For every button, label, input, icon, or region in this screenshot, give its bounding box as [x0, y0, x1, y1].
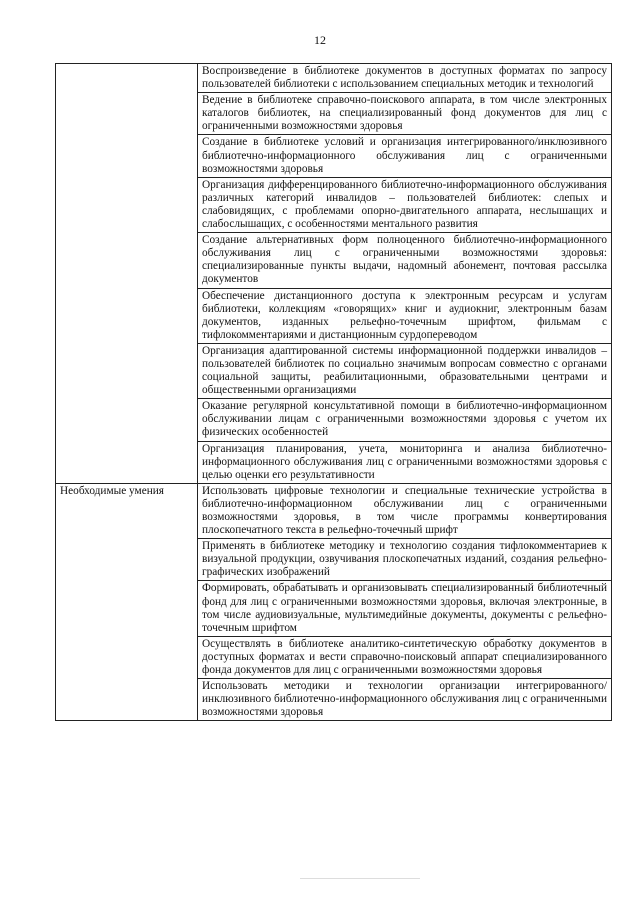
table-cell-text: Использовать методики и технологии организации интегрированного/инклюзивного библиотечно-информационного обслуживания лиц с ограниченными возможностями здоровья — [198, 679, 612, 721]
table-cell-text: Организация планирования, учета, мониторинга и анализа библиотечно-информационного обслуживания лиц с ограниченными возможностями здоровья с целью оценки его результативности — [198, 441, 612, 483]
table-cell-text: Создание в библиотеке условий и организация интегрированного/инклюзивного библиотечно-информационного обслуживания лиц с ограниченными возможностями здоровья — [198, 135, 612, 177]
table-cell-text: Обеспечение дистанционного доступа к электронным ресурсам и услугам библиотеки, коллекциям «говорящих» книг и аудиокниг, электронным базам документов, изданных рельефно-точечным шрифтом, фильмам с тифлокомментариями и дистанционным сурдопереводом — [198, 288, 612, 343]
table-cell-text: Организация дифференцированного библиотечно-информационного обслуживания различных категорий инвалидов – пользователей библиотек: слепых и слабовидящих, с проблемами опорно-двигательного аппарата, неслышащих и слабослышащих, с особенностями ментального развития — [198, 177, 612, 232]
table-cell-text: Воспроизведение в библиотеке документов в доступных форматах по запросу пользователей библиотеки с использованием специальных методик и технологий — [198, 64, 612, 93]
scan-divider — [300, 878, 420, 879]
table-cell-text: Создание альтернативных форм полноценного библиотечно-информационного обслуживания лиц с ограниченными возможностями здоровья: специализированные пункты выдачи, надомный абонемент, почтовая рассылка документов — [198, 233, 612, 288]
table-cell-text: Использовать цифровые технологии и специальные технические устройства в библиотечно-информационном обслуживании лиц с ограниченными возможностями здоровья, в том числе программы конвертирования плоскопечатного текста в рельефно-точечный шрифт — [198, 483, 612, 538]
row-label-necessary-skills: Необходимые умения — [56, 483, 198, 721]
row-label-cell — [56, 64, 198, 484]
requirements-table — [55, 63, 612, 721]
page-number: 12 — [314, 33, 326, 47]
table-cell-text: Оказание регулярной консультативной помощи в библиотечно-информационном обслуживании лицам с ограниченными возможностями здоровья с учетом их физических особенностей — [198, 399, 612, 441]
table-cell-text: Осуществлять в библиотеке аналитико-синтетическую обработку документов в доступных форматах и вести справочно-поисковый аппарат специализированного фонда документов для лиц с ограниченными возможностями здоровья — [198, 636, 612, 678]
table-cell-text: Ведение в библиотеке справочно-поискового аппарата, в том числе электронных каталогов библиотек, на специализированный фонд документов для лиц с ограниченными возможностями здоровья — [198, 93, 612, 135]
table-cell-text: Формировать, обрабатывать и организовывать специализированный библиотечный фонд для лиц с ограниченными возможностями здоровья, включая электронные, в том числе аудиовизуальные, мультимедийные документы, документы с рельефно-точечным шрифтом — [198, 581, 612, 636]
table-cell-text: Применять в библиотеке методику и технологию создания тифлокомментариев к визуальной продукции, озвучивания плоскопечатных изданий, создания рельефно-графических изображений — [198, 539, 612, 581]
table-row — [56, 483, 612, 538]
table-row — [56, 64, 612, 93]
table-cell-text: Организация адаптированной системы информационной поддержки инвалидов – пользователей библиотек по социально значимым вопросам совместно с органами социальной защиты, реабилитационными, образовательными центрами и общественными организациями — [198, 343, 612, 398]
